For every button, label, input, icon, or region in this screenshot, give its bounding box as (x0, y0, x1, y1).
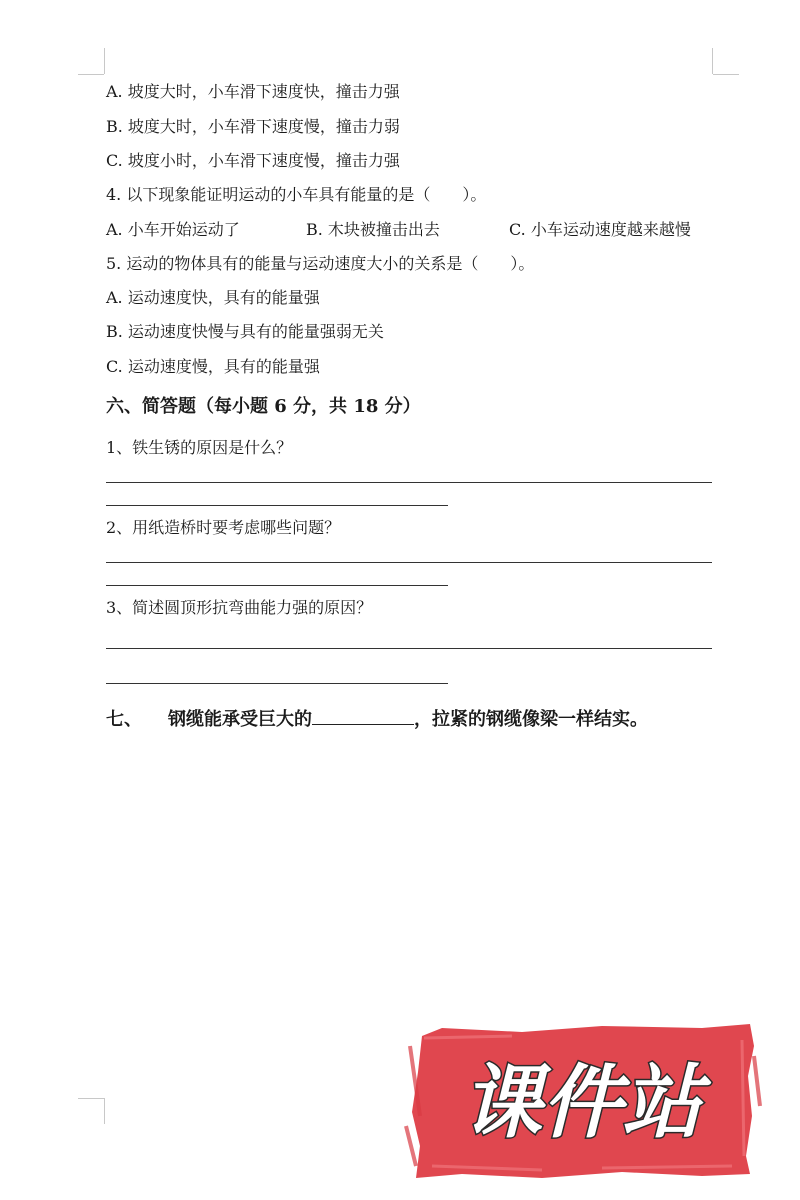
answer-line (106, 585, 448, 586)
crop-mark (713, 74, 739, 75)
q5-option-a: A. 运动速度快，具有的能量强 (106, 288, 320, 307)
crop-mark (104, 1098, 105, 1124)
q5-option-c: C. 运动速度慢，具有的能量强 (106, 357, 320, 376)
q3-option-a: A. 坡度大时，小车滑下速度快，撞击力强 (106, 82, 400, 101)
answer-line (106, 683, 448, 684)
section-6-heading: 六、简答题（每小题 6 分，共 18 分） (106, 396, 421, 417)
section-7-text-before: 钢缆能承受巨大的 (168, 709, 312, 730)
question-4: 4. 以下现象能证明运动的小车具有能量的是（ ）。 (106, 185, 487, 204)
section-7-number: 七、 (106, 709, 142, 730)
crop-mark (78, 74, 104, 75)
answer-line (106, 505, 448, 506)
q4-option-c: C. 小车运动速度越来越慢 (509, 220, 691, 239)
watermark-text: 课件站 (462, 1056, 702, 1149)
short-answer-q2: 2、用纸造桥时要考虑哪些问题？ (106, 518, 341, 537)
q5-option-b: B. 运动速度快慢与具有的能量强弱无关 (106, 322, 384, 341)
fill-in-blank (312, 706, 414, 725)
q3-option-b: B. 坡度大时，小车滑下速度慢，撞击力弱 (106, 117, 400, 136)
short-answer-q3: 3、简述圆顶形抗弯曲能力强的原因？ (106, 598, 373, 617)
q4-option-a: A. 小车开始运动了 (106, 220, 240, 239)
q3-option-c: C. 坡度小时，小车滑下速度慢，撞击力强 (106, 151, 400, 170)
answer-line (106, 562, 712, 563)
answer-line (106, 648, 712, 649)
answer-line (106, 482, 712, 483)
q4-option-b: B. 木块被撞击出去 (306, 220, 440, 239)
question-5: 5. 运动的物体具有的能量与运动速度大小的关系是（ ）。 (106, 254, 535, 273)
section-7-text-after: ，拉紧的钢缆像梁一样结实。 (414, 709, 648, 730)
watermark-stamp (402, 1016, 762, 1184)
crop-mark (712, 48, 713, 74)
section-7 (106, 706, 648, 732)
short-answer-q1: 1、铁生锈的原因是什么？ (106, 438, 293, 457)
crop-mark (78, 1098, 104, 1099)
crop-mark (104, 48, 105, 74)
